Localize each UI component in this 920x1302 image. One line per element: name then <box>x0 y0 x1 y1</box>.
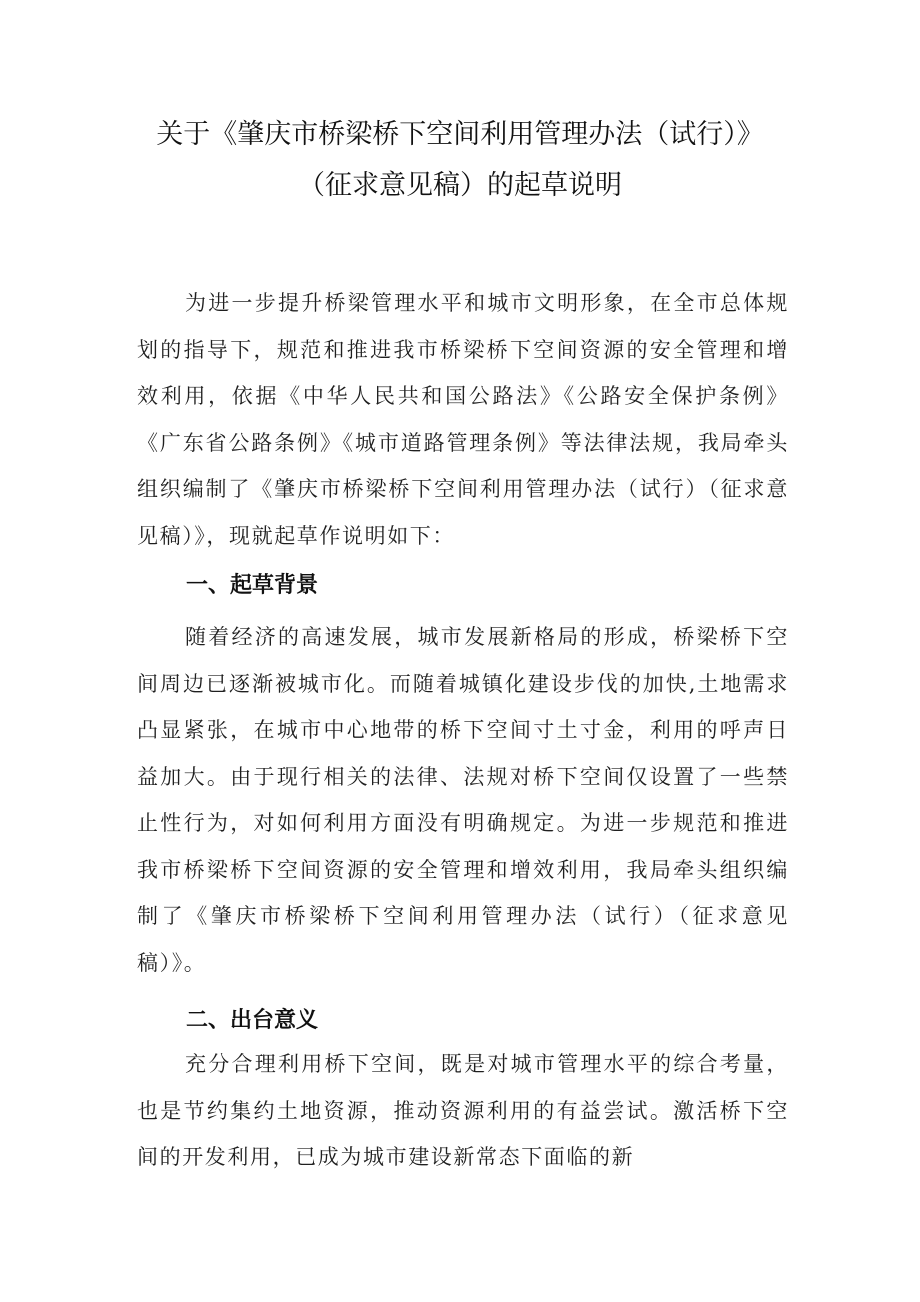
section-body-background: 随着经济的高速发展，城市发展新格局的形成，桥梁桥下空间周边已逐渐被城市化。而随着城镇化建设步伐的加快,土地需求凸显紧张，在城市中心地带的桥下空间寸土寸金，利用的呼声日益加大。由于现行相关的法律、法规对桥下空间仅设置了一些禁止性行为，对如何利用方面没有明确规定。为进一步规范和推进我市桥梁桥下空间资源的安全管理和增效利用，我局牵头组织编制了《肇庆市桥梁桥下空间利用管理办法（试行）（征求意见稿）》。 <box>137 625 789 975</box>
section-heading-background: 一、起草背景 <box>186 573 319 598</box>
document-title-line-2: （征求意见稿）的起草说明 <box>298 170 622 201</box>
section-heading-significance: 二、出台意义 <box>186 1008 319 1033</box>
intro-paragraph: 为进一步提升桥梁管理水平和城市文明形象，在全市总体规划的指导下，规范和推进我市桥梁桥下空间资源的安全管理和增效利用，依据《中华人民共和国公路法》《公路安全保护条例》《广东省公路条例》《城市道路管理条例》等法律法规，我局牵头组织编制了《肇庆市桥梁桥下空间利用管理办法（试行）（征求意见稿）》，现就起草作说明如下： <box>137 291 789 548</box>
document-title-line-1: 关于《肇庆市桥梁桥下空间利用管理办法（试行）》 <box>156 119 764 150</box>
section-body-significance: 充分合理利用桥下空间，既是对城市管理水平的综合考量，也是节约集约土地资源，推动资源利用的有益尝试。激活桥下空间的开发利用，已成为城市建设新常态下面临的新 <box>137 1052 789 1169</box>
